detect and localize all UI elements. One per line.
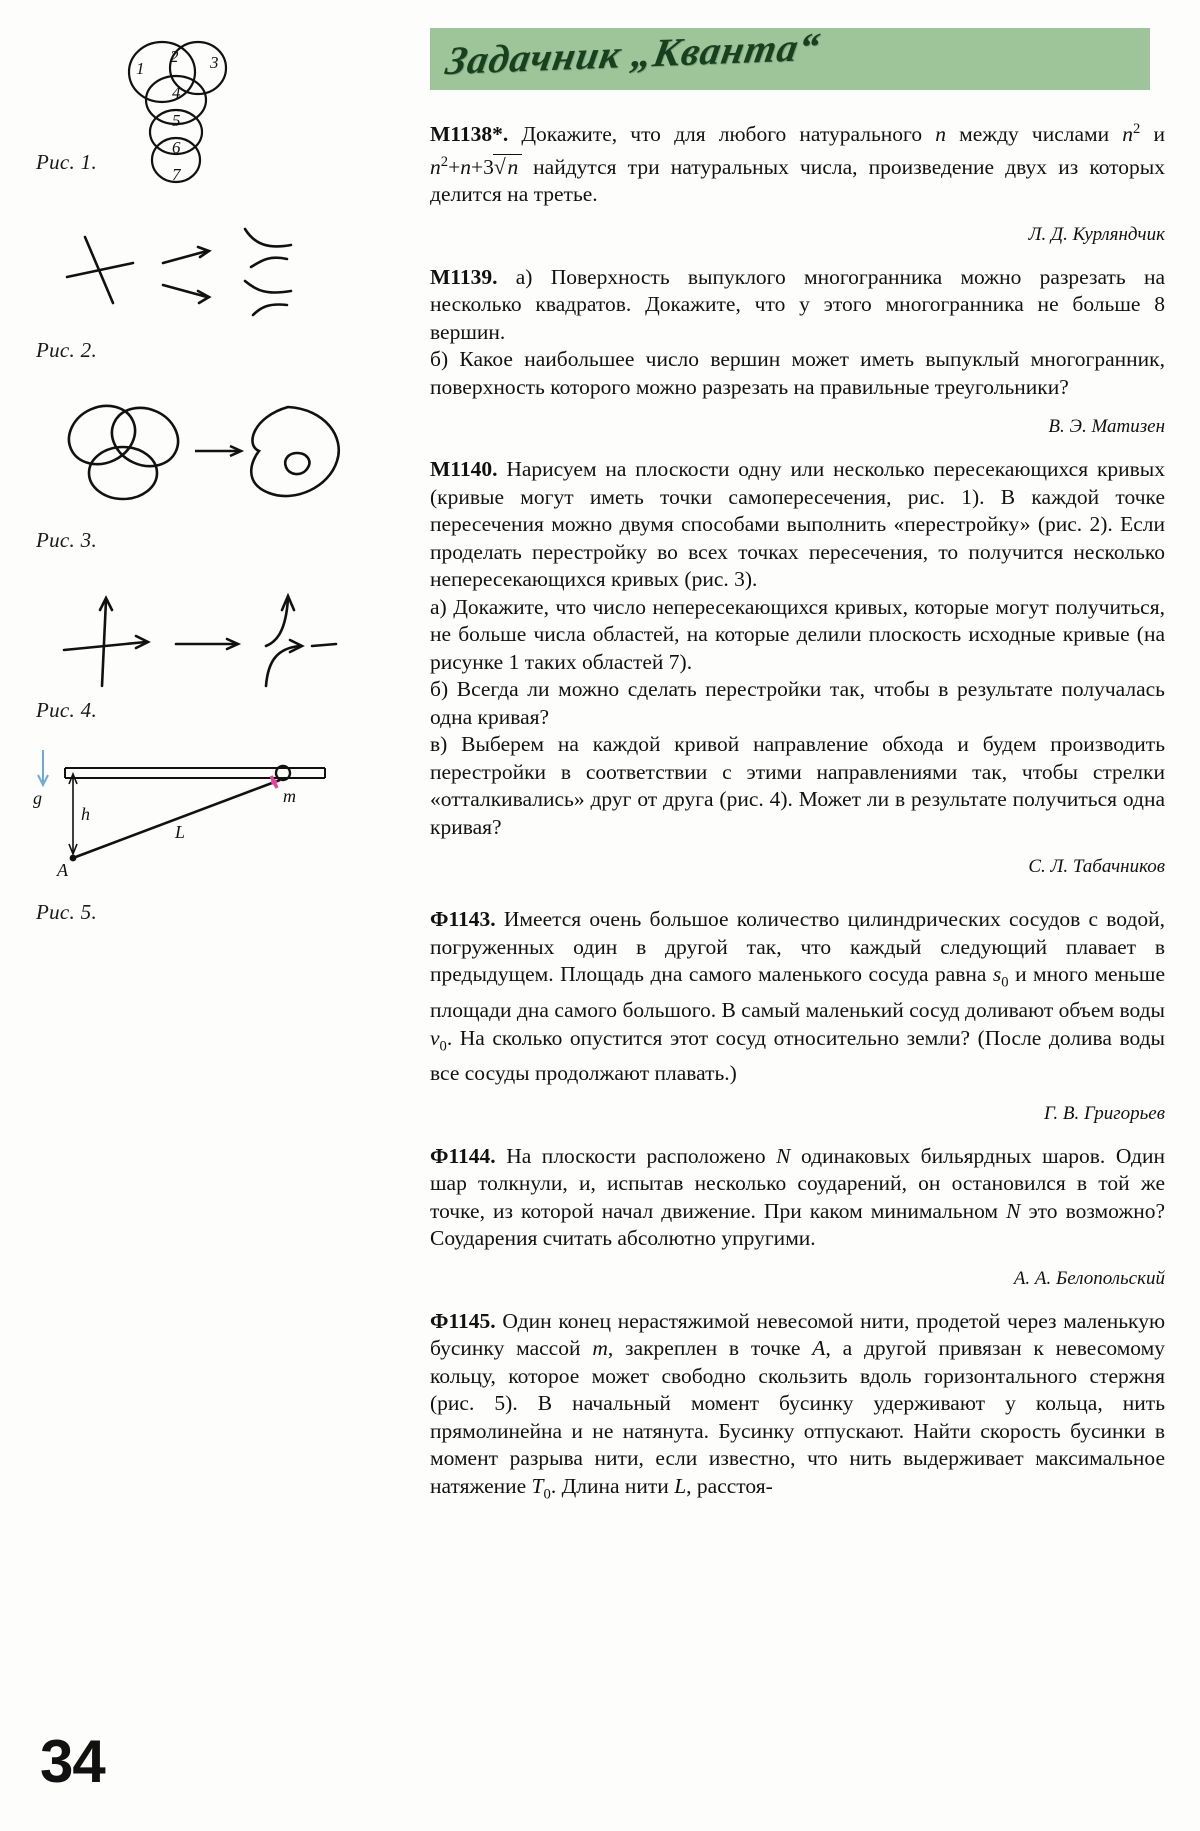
problem-m1138 [430,116,1165,209]
problem-m1139-number: М1139. [430,264,498,289]
figure-5-label-L: L [175,822,186,842]
problem-m1140 [430,456,1165,841]
problem-m1140-part-v: в) Выберем на каждой кривой направление обхода и будем производить перестройки в соответствии с этими направлениями так, чтобы стрелки «отталкивались» друг от друга (рис. 4). Может ли в результате получиться одна кривая? [430,732,1165,839]
figure-1-caption: Рис. 1. [36,150,97,174]
figure-3-drawing [45,395,345,515]
problem-m1139-part-a: а) Поверхность выпуклого многогранника можно разрезать на несколько квадратов. Докажите, что у этого многогранника не больше 8 вершин. [430,264,1165,344]
figure-4-caption: Рис. 4. [36,698,97,722]
problem-m1138-text: Докажите, что для любого натурального n между числами $n^2$ и $n^2+n+3√$ n найдутся три натуральных числа, произведение двух из которых делится на третье. [430,121,1165,207]
figure-5-drawing [25,740,345,885]
problem-f1144-number: Ф1144. [430,1143,496,1168]
section-banner-title: Задачник „Кванта“ [442,23,824,84]
figure-5-label-m: m [283,786,296,806]
figure-5-label-g: g [33,788,42,808]
problem-m1139-author: В. Э. Матизен [1048,416,1165,438]
figure-5-caption: Рис. 5. [36,900,97,924]
page-number: 34 [40,1728,105,1795]
problem-f1143 [430,906,1165,1088]
figure-1-region-2: 2 [170,47,179,66]
problem-f1144-text: На плоскости расположено N одинаковых бильярдных шаров. Один шар толкнули, и, испытав несколько соударений, он остановился в той же точке, из которой начал движение. При каком минимальном N это возможно? Соударения считать абсолютно упругими. [430,1143,1166,1251]
problem-m1139-part-b: б) Какое наибольшее число вершин может иметь выпуклый многогранник, поверхность которого можно разрезать на правильные треугольники? [430,347,1165,399]
figure-5-label-A: A [57,860,68,880]
problem-m1140-part-b: б) Всегда ли можно сделать перестройки так, чтобы в результате получалась одна кривая? [430,677,1165,729]
problem-f1143-author: Г. В. Григорьев [1043,1102,1165,1124]
section-banner [430,23,1150,90]
figure-1-region-7: 7 [172,165,181,184]
problem-f1143-text: Имеется очень большое количество цилиндрических сосудов с водой, погруженных один в другой так, что каждый следующий плавает в предыдущем. Площадь дна самого маленького сосуда равна $s_0$ и много меньше площади дна самого большого. В самый маленький сосуд доливают объем воды $v_0$. На сколько опустится этот сосуд относительно земли? (После долива воды все сосуды продолжают плавать.) [430,907,1166,1086]
problem-m1140-part-a: а) Докажите, что число непересекающихся кривых, которые могут получиться, не больше числа областей, на которые делили плоскость исходные кривые (на рисунке 1 таких областей 7). [430,594,1165,674]
figure-1-drawing [110,20,250,195]
problem-m1138-number: М1138*. [430,122,509,147]
figure-2-drawing [55,215,315,330]
problem-f1145-number: Ф1145. [430,1308,496,1333]
figure-5-label-h: h [81,804,90,824]
problem-f1143-number: Ф1143. [430,907,496,932]
figure-4-drawing [50,590,340,700]
problem-f1145 [430,1308,1165,1509]
figure-1-region-3: 3 [210,53,219,72]
figure-1-region-4: 4 [172,83,181,102]
problem-m1140-number: М1140. [430,457,498,482]
problem-m1140-intro: Нарисуем на плоскости одну или несколько пересекающихся кривых (кривые могут иметь точки самопересечения, рис. 1). В каждой точке пересечения можно двумя способами выполнить «перестройку» (рис. 2). Если проделать перестройку во всех точках пересечения, то получится несколько непересекающихся кривых (рис. 3). [430,457,1165,592]
figure-column [0,0,400,1200]
problem-f1144-author: А. А. Белопольский [1013,1267,1165,1289]
problem-m1139 [430,264,1165,402]
text-column [430,23,1166,1524]
figure-1-region-5: 5 [172,111,181,130]
figure-1-region-6: 6 [172,138,181,157]
problem-f1145-text: Один конец нерастяжимой невесомой нити, продетой через маленькую бусинку массой m, закреплен в точке A, а другой привязан к невесомому кольцу, которое может свободно скользить вдоль горизонтального стержня (рис. 5). В начальный момент бусинку удерживают у кольца, нить прямолинейна и не натянута. Бусинку отпускают. Найти скорость бусинки в момент разрыва нити, если известно, что нить выдерживает максимальное натяжение $T_0$. Длина нити L, расстоя- [430,1308,1166,1503]
problem-f1144 [430,1143,1165,1253]
problem-m1138-author: Л. Д. Курляндчик [1028,223,1165,245]
figure-3-caption: Рис. 3. [36,528,97,552]
problem-m1140-author: С. Л. Табачников [1028,856,1165,878]
figure-2-caption: Рис. 2. [36,338,97,362]
figure-1-region-1: 1 [136,59,145,78]
